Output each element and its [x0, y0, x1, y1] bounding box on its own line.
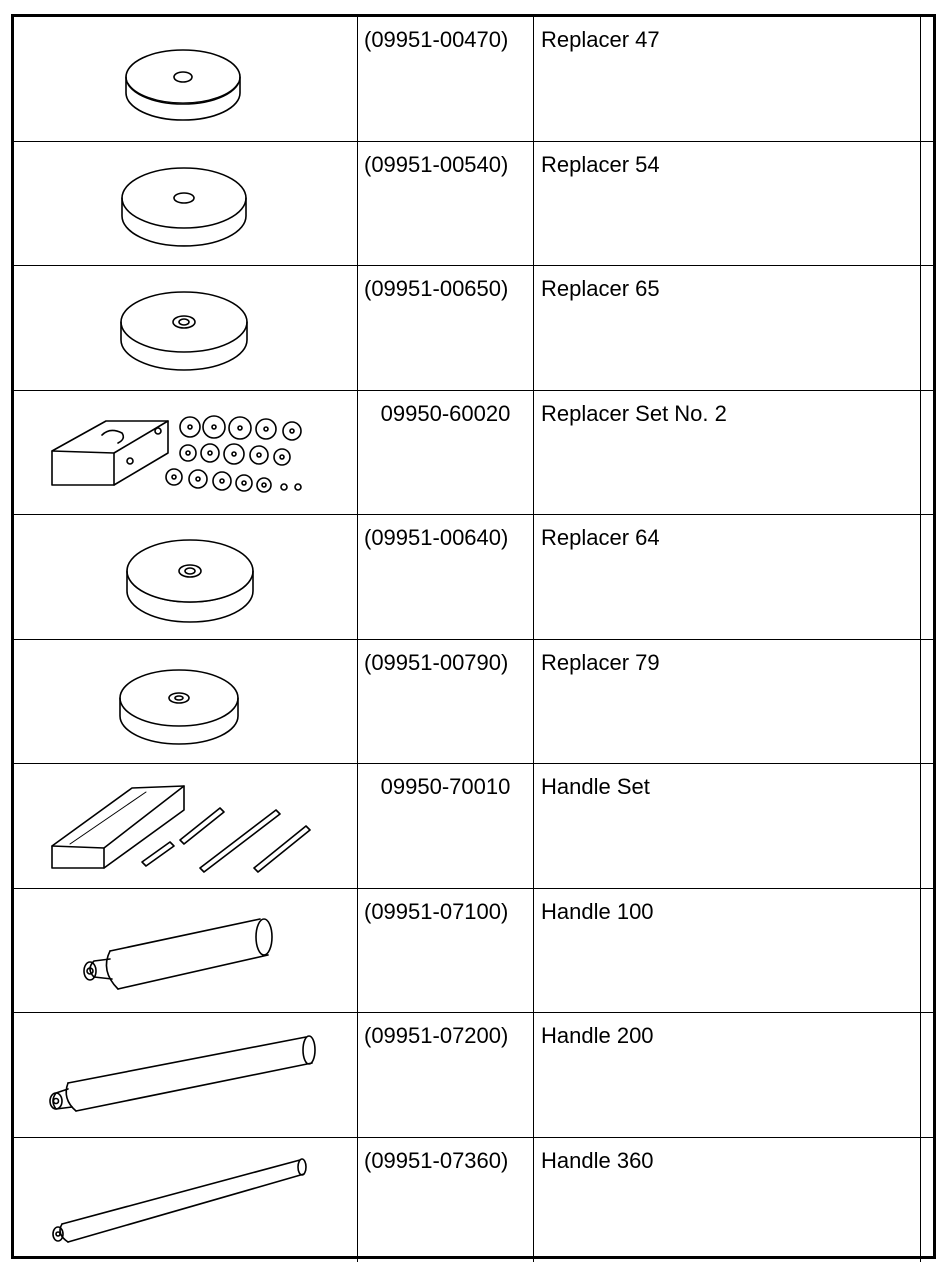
tool-name-cell — [534, 889, 921, 1013]
table-row — [14, 1013, 933, 1138]
tool-illustration-cell — [14, 640, 358, 764]
part-number: 09950-60020 — [380, 400, 511, 426]
tool-name-cell — [534, 640, 921, 764]
tool-illustration-cell — [14, 1013, 358, 1137]
part-number: (09951-07200) — [364, 1023, 509, 1048]
table-row — [14, 391, 933, 516]
tool-name: Handle 200 — [541, 1023, 654, 1048]
part-number: (09951-00540) — [364, 151, 509, 177]
tool-name: Replacer Set No. 2 — [541, 400, 727, 426]
tool-name-cell — [534, 266, 921, 390]
replacer-disc-icon — [14, 17, 358, 141]
part-number-cell — [358, 1013, 534, 1137]
tool-illustration-cell — [14, 266, 358, 390]
part-number: (09951-00650) — [364, 276, 509, 301]
part-number: (09951-07360) — [364, 1147, 509, 1173]
part-number-cell — [358, 889, 534, 1013]
table-row — [14, 640, 933, 765]
handle-icon — [14, 1138, 358, 1262]
tool-illustration-cell — [14, 1138, 358, 1263]
handle-icon — [14, 1013, 358, 1137]
table-row — [14, 764, 933, 889]
replacer-disc-icon — [14, 266, 358, 390]
tool-name: Handle 360 — [541, 1147, 654, 1173]
part-number-cell — [358, 640, 534, 764]
tool-name-cell — [534, 142, 921, 266]
tool-name: Replacer 79 — [541, 649, 660, 675]
table-row — [14, 515, 933, 640]
tool-name: Handle Set — [541, 774, 650, 799]
tool-illustration-cell — [14, 515, 358, 639]
special-tools-table — [11, 14, 936, 1259]
tool-name-cell — [534, 764, 921, 888]
tool-name: Replacer 47 — [541, 27, 660, 52]
part-number: (09951-00640) — [364, 525, 509, 550]
table-row — [14, 266, 933, 391]
part-number-cell — [358, 764, 534, 888]
part-number-cell — [358, 266, 534, 390]
handle-icon — [14, 889, 358, 1013]
tool-name: Replacer 64 — [541, 525, 660, 550]
tool-name: Replacer 54 — [541, 151, 660, 177]
part-number: (09951-00790) — [364, 649, 509, 675]
tool-name-cell — [534, 1138, 921, 1263]
table-row — [14, 1138, 933, 1263]
tool-name-cell — [534, 17, 921, 141]
tool-name-cell — [534, 515, 921, 639]
part-number: 09950-70010 — [380, 774, 511, 799]
part-number-cell — [358, 17, 534, 141]
table-row — [14, 142, 933, 267]
part-number-cell — [358, 391, 534, 515]
tool-illustration-cell — [14, 764, 358, 888]
part-number-cell — [358, 515, 534, 639]
tool-name: Replacer 65 — [541, 276, 660, 301]
tool-name-cell — [534, 1013, 921, 1137]
handle-set-icon — [14, 764, 358, 888]
tool-name-cell — [534, 391, 921, 515]
replacer-disc-icon — [14, 515, 358, 639]
replacer-set-icon — [14, 391, 358, 515]
tool-illustration-cell — [14, 391, 358, 515]
replacer-disc-icon — [14, 640, 358, 764]
tool-illustration-cell — [14, 142, 358, 266]
table-row — [14, 17, 933, 142]
tool-illustration-cell — [14, 889, 358, 1013]
part-number-cell — [358, 142, 534, 266]
part-number-cell — [358, 1138, 534, 1263]
tool-illustration-cell — [14, 17, 358, 141]
part-number: (09951-00470) — [364, 27, 509, 52]
replacer-disc-icon — [14, 142, 358, 266]
table-row — [14, 889, 933, 1014]
tool-name: Handle 100 — [541, 898, 654, 924]
part-number: (09951-07100) — [364, 898, 509, 924]
